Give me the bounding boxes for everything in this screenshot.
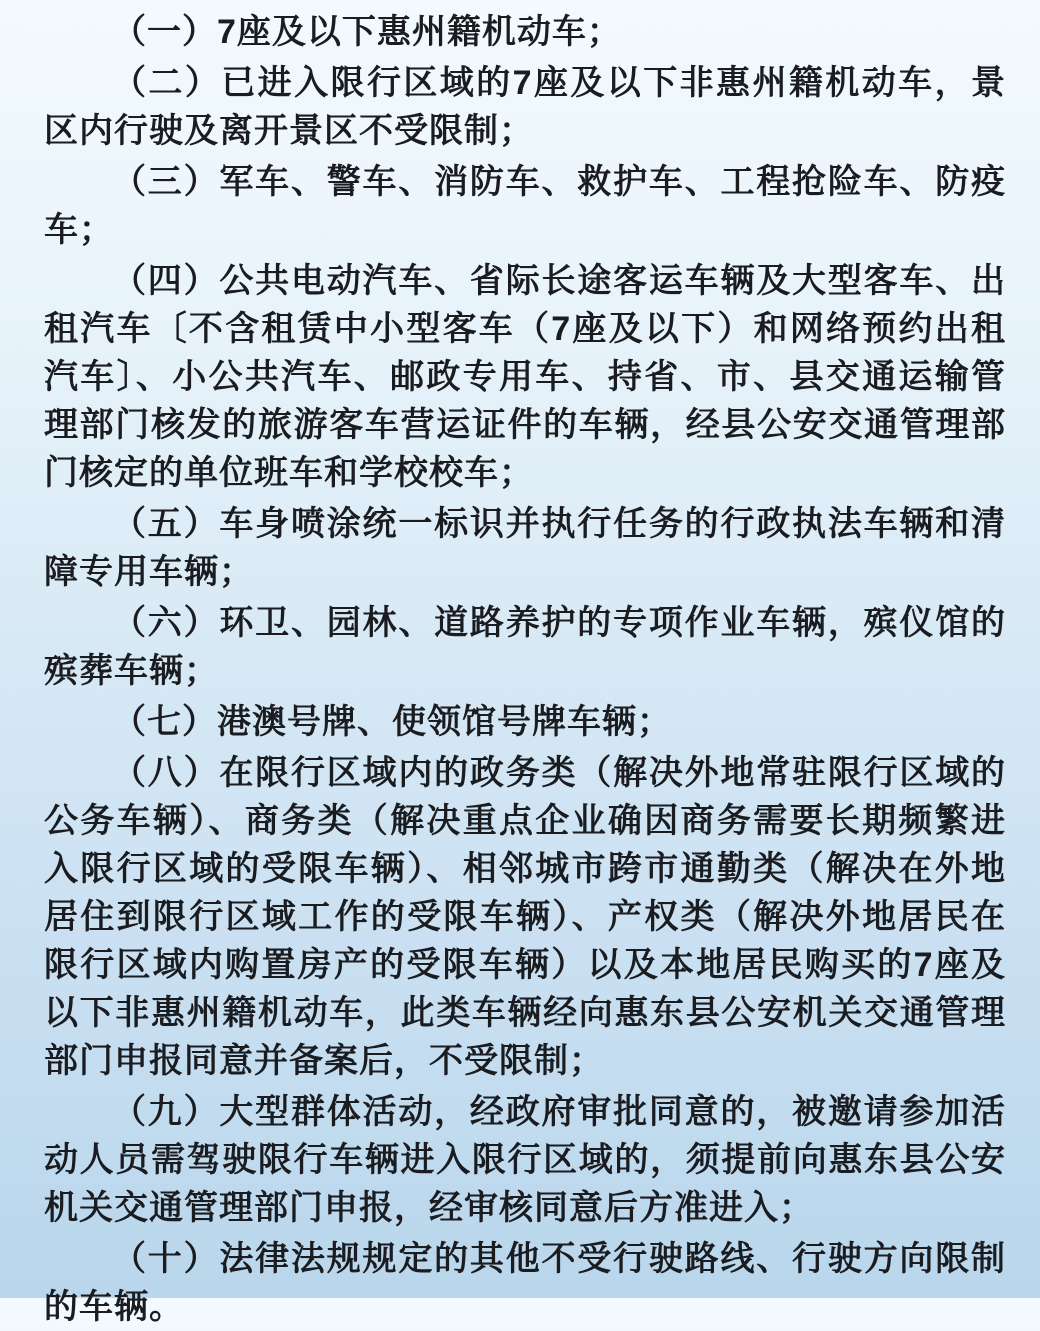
regulation-paragraph-6: （六）环卫、园林、道路养护的专项作业车辆，殡仪馆的殡葬车辆； bbox=[44, 604, 1006, 690]
regulation-paragraph-4: （四）公共电动汽车、省际长途客运车辆及大型客车、出租汽车〔不含租赁中小型客车（7座及以下）和网络预约出租汽车〕、小公共汽车、邮政专用车、持省、市、县交通运输管理部门核发的旅游客车营运证件的车辆，经县公安交通管理部门核定的单位班车和学校校车； bbox=[44, 262, 1006, 492]
regulation-paragraph-10: （十）法律法规规定的其他不受行驶路线、行驶方向限制的车辆。 bbox=[44, 1240, 1006, 1326]
regulation-paragraph-9: （九）大型群体活动，经政府审批同意的，被邀请参加活动人员需驾驶限行车辆进入限行区域的，须提前向惠东县公安机关交通管理部门申报，经审核同意后方准进入； bbox=[44, 1093, 1006, 1227]
regulation-paragraph-1: （一）7座及以下惠州籍机动车； bbox=[112, 13, 622, 51]
regulation-paragraph-3: （三）军车、警车、消防车、救护车、工程抢险车、防疫车； bbox=[44, 163, 1006, 249]
regulation-paragraph-8: （八）在限行区域内的政务类（解决外地常驻限行区域的公务车辆）、商务类（解决重点企业确因商务需要长期频繁进入限行区域的受限车辆）、相邻城市跨市通勤类（解决在外地居住到限行区域工作的受限车辆）、产权类（解决外地居民在限行区域内购置房产的受限车辆）以及本地居民购买的7座及以下非惠州籍机动车，此类车辆经向惠东县公安机关交通管理部门申报同意并备案后，不受限制； bbox=[44, 754, 1006, 1080]
regulation-paragraph-7: （七）港澳号牌、使领馆号牌车辆； bbox=[112, 703, 672, 741]
regulation-paragraph-5: （五）车身喷涂统一标识并执行任务的行政执法车辆和清障专用车辆； bbox=[44, 505, 1006, 591]
regulation-paragraph-2: （二）已进入限行区域的7座及以下非惠州籍机动车，景区内行驶及离开景区不受限制； bbox=[44, 64, 1006, 150]
